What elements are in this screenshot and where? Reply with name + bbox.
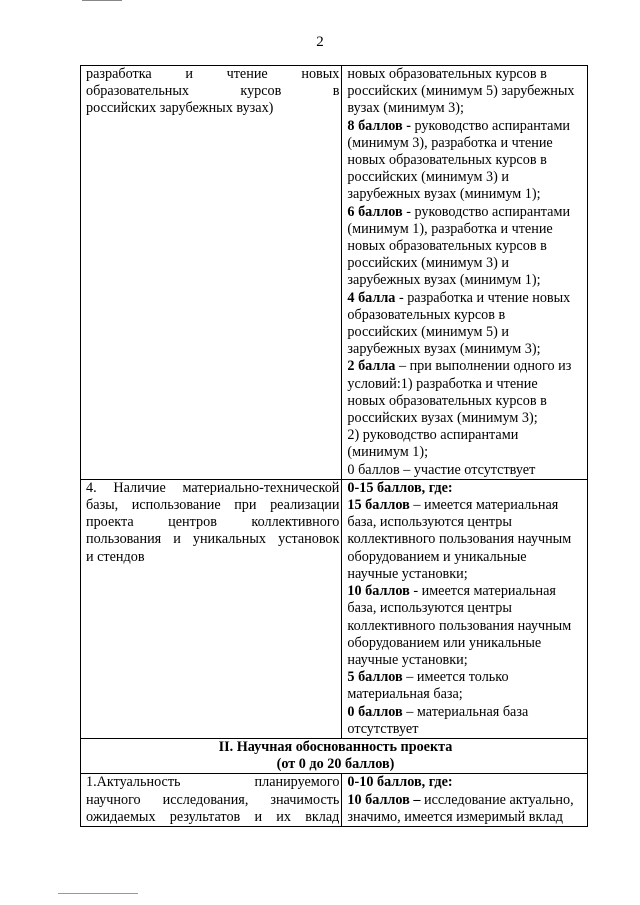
score-text: – имеется только (402, 669, 509, 686)
table-row (81, 479, 588, 738)
score-text: – материальная база (402, 703, 529, 720)
page-number: 2 (316, 34, 324, 50)
text-line (86, 497, 339, 514)
score-range: 0-10 баллов, где: (347, 774, 453, 791)
score-label: 15 баллов (347, 497, 410, 514)
text-line (347, 358, 585, 375)
text-line (86, 531, 339, 548)
score-label: 0 баллов (347, 703, 403, 720)
word: Наличие (113, 479, 166, 496)
score-text: – имеется материальная (409, 497, 559, 514)
score-text: исследование актуально, (420, 791, 574, 808)
text-line: новых образовательных курсов в (347, 392, 547, 409)
text-line: (минимум 3), разработка и чтение (347, 134, 553, 151)
text-line: 0 баллов – участие отсутствует (347, 461, 536, 478)
text-line (347, 792, 585, 809)
criteria-table (80, 65, 588, 827)
spacer (181, 774, 255, 791)
text-line: материальная база; (347, 686, 463, 703)
text-line: образовательных курсов в (347, 306, 506, 323)
section-header-row (81, 738, 588, 773)
top-scan-mark (82, 0, 122, 5)
word: и (254, 808, 263, 825)
bottom-scan-mark (58, 893, 138, 894)
table-row (81, 66, 588, 480)
word: базы, (86, 497, 119, 514)
text-line (347, 669, 585, 686)
text-line: отсутствует (347, 720, 419, 737)
section-title: II. Научная обоснованность проекта (218, 738, 453, 755)
word: ожидаемых (86, 808, 156, 825)
table-row (81, 774, 588, 827)
score-text: руководство аспирантами (410, 117, 571, 134)
text-line (347, 774, 585, 791)
score-label: 5 баллов (347, 669, 403, 686)
text-line: российских (минимум 3) и (347, 255, 510, 272)
text-line (86, 792, 339, 809)
text-line: научные установки; (347, 565, 468, 582)
text-line: новых образовательных курсов в (347, 66, 547, 82)
text-line (86, 809, 339, 826)
score-text: – при выполнении одного из (395, 358, 572, 375)
text-line (86, 514, 339, 531)
text-line: коллективного пользования научным (347, 617, 572, 634)
scoring-cell (342, 774, 588, 827)
word: образовательных (86, 83, 190, 100)
text-line (347, 497, 585, 514)
word: пользования (86, 531, 162, 548)
text-line: коллективного пользования научным (347, 531, 572, 548)
word: их (276, 808, 291, 825)
word: и (173, 531, 181, 548)
text-line (347, 704, 585, 721)
word: 1. (86, 774, 97, 791)
text-line: оборудованием или уникальные (347, 634, 542, 651)
word: 4. (86, 479, 97, 496)
score-label: 2 балла (347, 358, 396, 375)
word: материально-технической (182, 479, 340, 496)
text-line: база, используются центры (347, 514, 512, 531)
word: вклад (305, 808, 340, 825)
score-label: 10 баллов (347, 583, 410, 600)
text-line (86, 480, 339, 497)
scoring-cell (342, 66, 588, 480)
word: планируемого (254, 774, 340, 791)
text-line: российских (минимум 5) и (347, 324, 510, 341)
word: коллективного (251, 514, 340, 531)
criterion-cell (81, 774, 342, 827)
word: при (234, 497, 257, 514)
text-line: (минимум 1), разработка и чтение (347, 220, 553, 237)
word: исследования, (162, 791, 249, 808)
word: центров (168, 514, 217, 531)
word: уникальных (192, 531, 267, 548)
word: новых (301, 66, 340, 82)
text-line (86, 66, 339, 83)
score-text: - имеется материальная (409, 583, 556, 600)
text-line: российских (минимум 3) и (347, 169, 510, 186)
text-line: и стендов (86, 548, 145, 565)
word: и (185, 66, 193, 82)
score-label: 10 баллов – (347, 791, 421, 808)
scoring-cell (342, 479, 588, 738)
text-line: новых образовательных курсов в (347, 238, 547, 255)
text-line: научные установки; (347, 651, 468, 668)
text-line: оборудованием и уникальные (347, 548, 527, 565)
score-label: 6 баллов (347, 203, 403, 220)
word: установок (278, 531, 340, 548)
word: чтение (226, 66, 268, 82)
score-range: 0-15 баллов, где: (347, 479, 453, 496)
word: значимость (270, 791, 340, 808)
text-line: значимо, имеется измеримый вклад (347, 808, 563, 825)
text-line: зарубежных вузах (минимум 1); (347, 272, 541, 289)
text-line: российских зарубежных вузах) (86, 100, 274, 117)
section-subtitle: (от 0 до 20 баллов) (276, 756, 395, 773)
text-line: зарубежных вузах (минимум 1); (347, 186, 541, 203)
text-line: зарубежных вузах (минимум 3); (347, 341, 541, 358)
word: в (332, 83, 340, 100)
text-line (347, 204, 585, 221)
text-line: 2) руководство аспирантами (347, 427, 519, 444)
text-line: (минимум 1); (347, 444, 429, 461)
word: разработка (86, 66, 152, 82)
word: использование (131, 497, 221, 514)
score-text: - руководство аспирантами (402, 203, 571, 220)
text-line (347, 480, 585, 497)
text-line: новых образовательных курсов в (347, 152, 547, 169)
text-line (86, 774, 339, 791)
text-line: база, используются центры (347, 600, 512, 617)
word: курсов (240, 83, 282, 100)
text-line: условий:1) разработка и чтение (347, 375, 538, 392)
text-line: российских вузах (минимум 3); (347, 410, 538, 427)
text-line (347, 118, 585, 135)
score-label: 4 балла (347, 289, 396, 306)
criterion-cell (81, 66, 342, 480)
text-line (347, 290, 585, 307)
text-line (347, 583, 585, 600)
text-line (86, 83, 339, 100)
criterion-cell (81, 479, 342, 738)
text-line: российских (минимум 5) зарубежных (347, 83, 575, 100)
word: реализации (270, 497, 340, 514)
score-text: - разработка и чтение новых (395, 289, 571, 306)
score-label: 8 баллов - (347, 117, 411, 134)
word: Актуальность (96, 774, 181, 791)
text-line: вузах (минимум 3); (347, 100, 464, 117)
word: результатов (169, 808, 241, 825)
section-header (81, 738, 588, 773)
word: проекта (86, 514, 134, 531)
word: научного (86, 791, 141, 808)
